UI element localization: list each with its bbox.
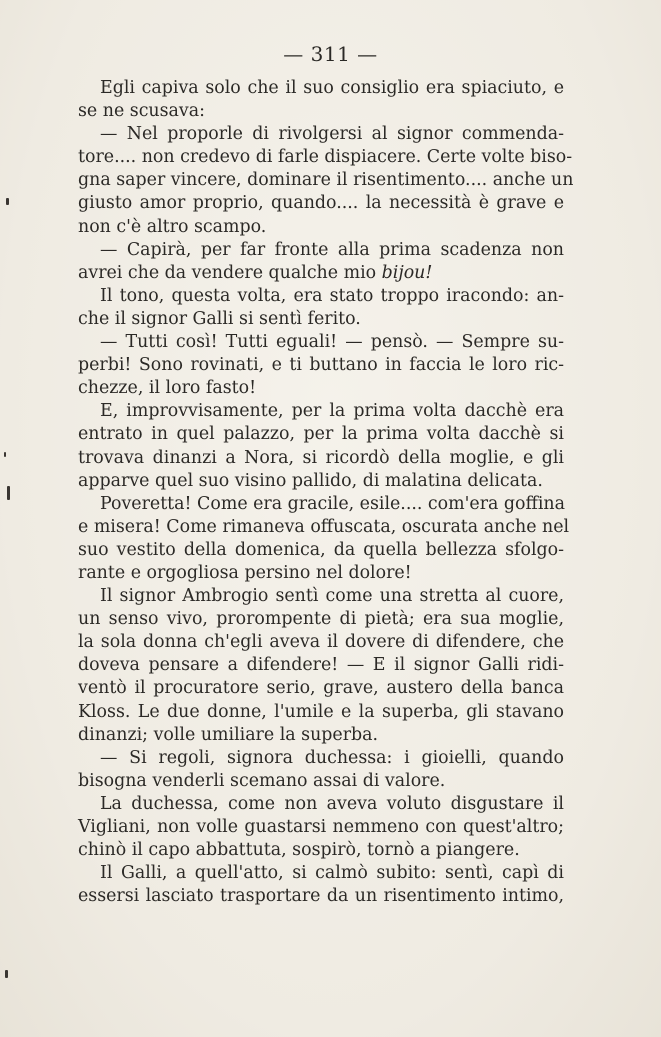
text-line: apparve quel suo visino pallido, di malatina delicata. [78, 470, 543, 491]
text-line: — Tutti così! Tutti eguali! — pensò. — Sempre su- [100, 332, 564, 353]
text-line: doveva pensare a difendere! — E il signor Galli ridi- [78, 655, 564, 676]
text-line: dinanzi; volle umiliare la superba. [78, 724, 379, 745]
text-line: che il signor Galli si sentì ferito. [78, 308, 361, 329]
scan-speck [7, 486, 10, 500]
text-line: tore.... non credevo di farle dispiacere. Certe volte biso- [78, 147, 573, 168]
text-line: Il signor Ambrogio sentì come una stretta al cuore, [100, 586, 564, 607]
text-line: E, improvvisamente, per la prima volta dacchè era [100, 401, 564, 422]
scan-speck [6, 198, 9, 205]
text-line: gna saper vincere, dominare il risentimento.... anche un [78, 170, 574, 191]
text-line: rante e orgogliosa persino nel dolore! [78, 562, 412, 583]
text-line: giusto amor proprio, quando.... la necessità è grave e [78, 193, 564, 214]
text-line: Poveretta! Come era gracile, esile.... com'era goffina [100, 493, 566, 514]
body-text [78, 77, 574, 908]
text-line: e misera! Come rimaneva offuscata, oscurata anche nel [78, 516, 570, 537]
text-line: — Nel proporle di rivolgersi al signor commenda- [100, 124, 564, 145]
text-line: Egli capiva solo che il suo consiglio era spiaciuto, e [100, 78, 564, 98]
text-line: essersi lasciato trasportare da un risentimento intimo, [78, 886, 564, 907]
text-line: trovava dinanzi a Nora, si ricordò della moglie, e gli [78, 447, 564, 468]
text-line: Il Galli, a quell'atto, si calmò subito: sentì, capì di [100, 863, 564, 884]
text-line: avrei che da vendere qualche mio bijou! [78, 262, 433, 283]
text-line: non c'è altro scampo. [78, 216, 267, 237]
text-line: un senso vivo, prorompente di pietà; era sua moglie, [78, 609, 564, 630]
text-line: entrato in quel palazzo, per la prima volta dacchè si [78, 424, 564, 445]
scan-speck [5, 970, 8, 978]
text-line: La duchessa, come non aveva voluto disgustare il [100, 793, 564, 814]
text-line: ventò il procuratore serio, grave, austero della banca [78, 678, 564, 699]
text-line: chezze, il loro fasto! [78, 378, 257, 399]
text-line: Il tono, questa volta, era stato troppo iracondo: an- [100, 285, 564, 306]
italic-word: bijou! [381, 262, 433, 283]
text-line: — Si regoli, signora duchessa: i gioielli, quando [100, 747, 564, 768]
scan-speck [4, 452, 6, 457]
text-line: — Capirà, per far fronte alla prima scadenza non [100, 239, 564, 260]
page-number: — 311 — [283, 42, 378, 66]
text-line: Vigliani, non volle guastarsi nemmeno con quest'altro; [78, 817, 564, 837]
text-line: suo vestito della domenica, da quella bellezza sfolgo- [78, 539, 564, 560]
text-line: la sola donna ch'egli aveva il dovere di difendere, che [78, 632, 564, 653]
text-line: bisogna venderli scemano assai di valore. [78, 770, 446, 791]
text-line: Kloss. Le due donne, l'umile e la superba, gli stavano [78, 701, 564, 722]
text-line: perbi! Sono rovinati, e ti buttano in faccia le loro ric- [78, 355, 564, 376]
text-line: chinò il capo abbattuta, sospirò, tornò a piangere. [78, 840, 520, 861]
text-line: se ne scusava: [78, 101, 205, 122]
